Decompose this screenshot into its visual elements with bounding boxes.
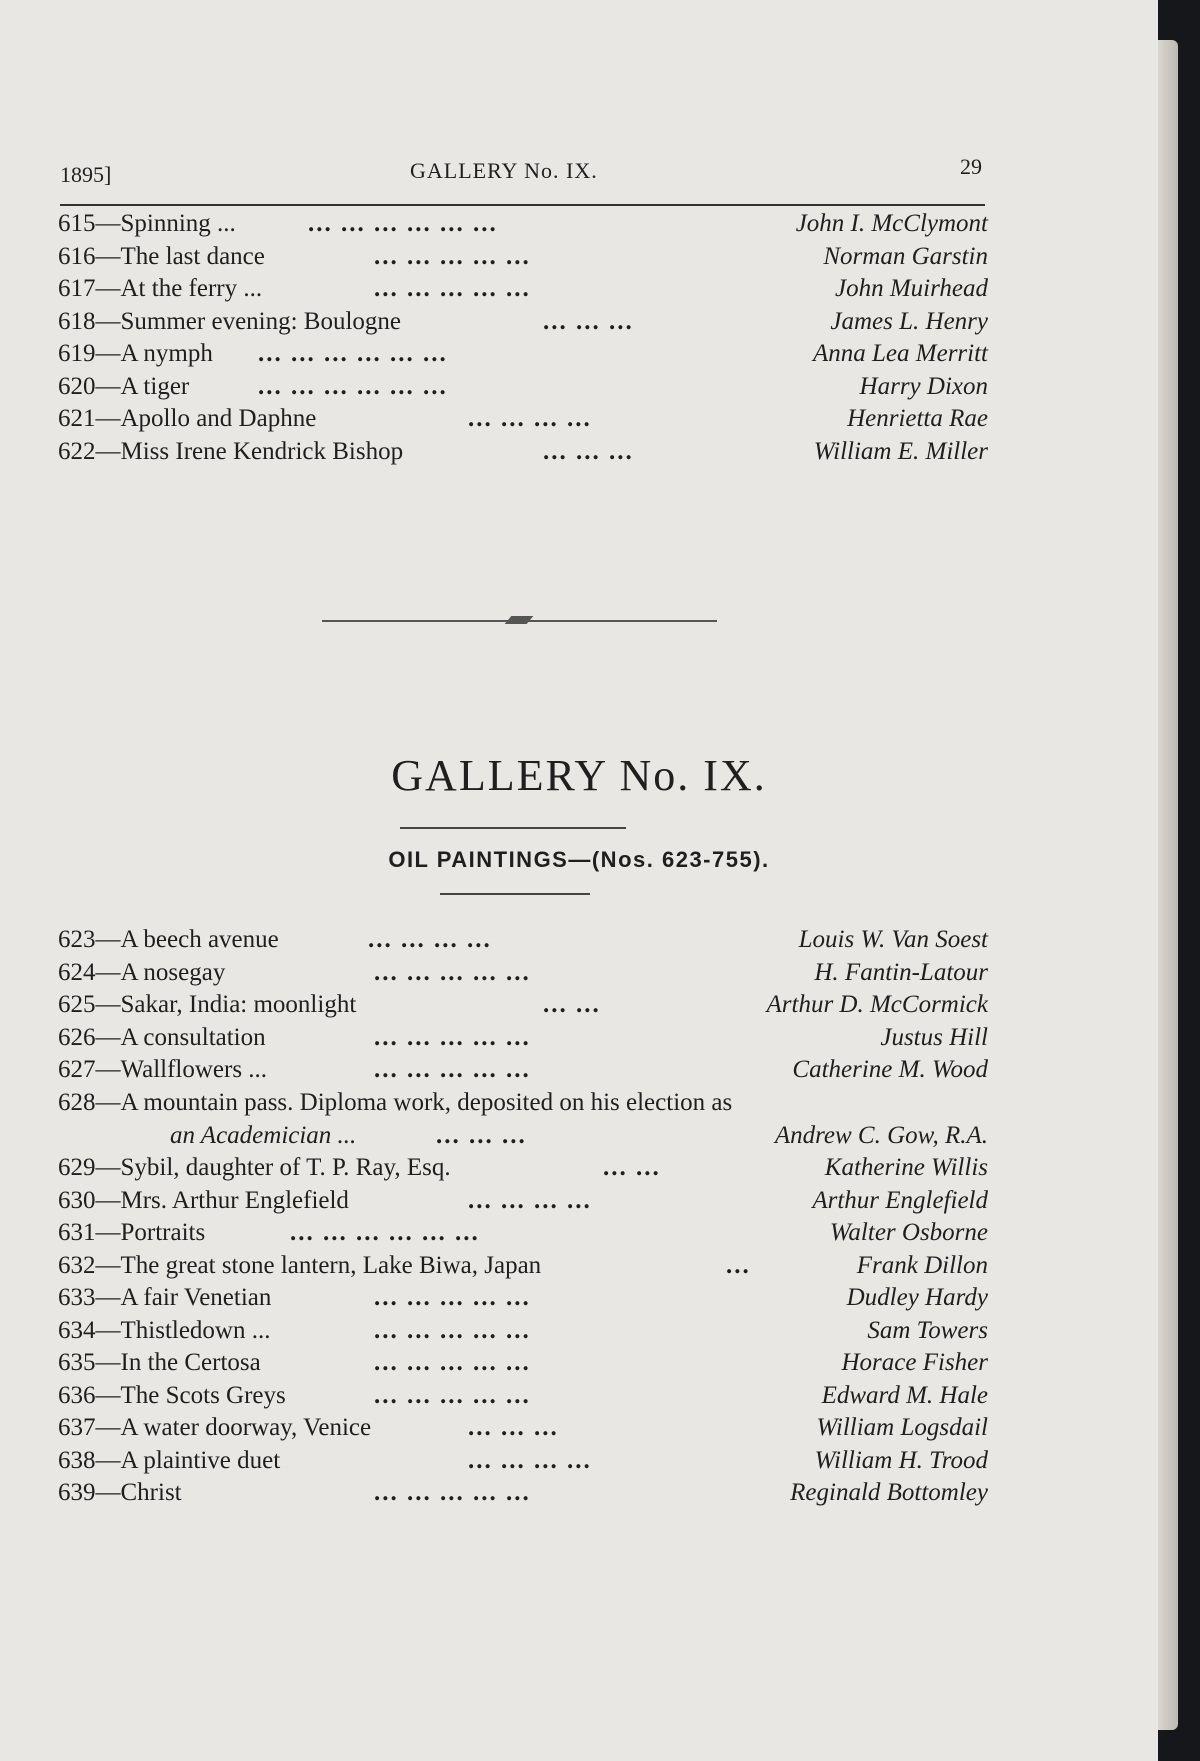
entry-leaders: ... ... ... ... ... [374,1316,531,1344]
entry-artist: Reginald Bottomley [790,1479,988,1506]
catalogue-entry [58,273,988,306]
entry-leaders: ... ... ... [468,1414,559,1441]
gallery-heading: GALLERY No. IX. [391,751,767,800]
entry-artist: Arthur D. McCormick [766,991,988,1018]
entry-leaders: ... ... ... ... ... [374,1056,531,1083]
entry-title: 620—A tiger [58,372,190,400]
catalogue-entry [58,1477,988,1510]
catalogue-entry [58,1217,988,1250]
page-edge [1158,40,1178,1730]
entry-title: 624—A nosegay [58,958,226,986]
catalogue-entry [58,1282,988,1315]
entry-leaders: ... ... ... [436,1122,527,1149]
entry-leaders: ... ... ... ... ... [374,1284,531,1311]
catalogue-entry [58,1347,988,1380]
entry-artist: Norman Garstin [823,242,988,270]
catalogue-entry [58,989,988,1022]
catalogue-entry [58,1022,988,1055]
entry-leaders: ... ... ... ... ... ... [258,340,448,367]
entry-title: 619—A nymph [58,340,213,367]
page-number: 29 [960,154,982,179]
entry-title: 628—A mountain pass. Diploma work, deposited on his election as [58,1088,733,1116]
entry-title: 637—A water doorway, Venice [58,1414,372,1441]
entry-title: 623—A beech avenue [58,926,279,953]
entry-leaders: ... ... ... [543,437,634,465]
running-header [60,150,982,190]
entry-title: 632—The great stone lantern, Lake Biwa, Japan [58,1251,542,1279]
catalogue-entry [58,1445,988,1478]
header-year: 1895] [60,162,112,187]
catalogue-entry [58,306,988,339]
catalogue-entry [58,403,988,436]
entry-title: 631—Portraits [58,1219,206,1246]
entry-leaders: ... ... ... [543,307,634,335]
entry-title: 635—In the Certosa [58,1349,261,1376]
entry-artist: H. Fantin-Latour [814,958,988,986]
entry-artist: Horace Fisher [841,1349,988,1376]
entry-title: 626—A consultation [58,1023,266,1051]
entry-leaders: ... [726,1251,751,1279]
entry-title: 634—Thistledown ... [58,1316,271,1344]
catalogue-entry [58,241,988,274]
entry-title: an Academician ... [170,1122,357,1149]
entries-list-first [58,208,988,468]
catalogue-entry [58,371,988,404]
entry-artist: Justus Hill [880,1023,988,1051]
entry-artist: William Logsdail [816,1414,988,1441]
catalogue-entry [58,1087,988,1120]
entry-artist: Dudley Hardy [846,1284,988,1311]
entry-artist: Frank Dillon [856,1251,988,1279]
section-subtitle: OIL PAINTINGS—(Nos. 623-755). [388,847,770,872]
heading-rule [400,827,626,829]
catalogue-entry [58,957,988,990]
entry-leaders: ... ... ... ... [468,405,592,432]
entry-artist: Sam Towers [867,1316,988,1344]
entry-title: 618—Summer evening: Boulogne [58,307,402,335]
catalogue-entry-continuation [58,1119,988,1152]
entry-leaders: ... ... [603,1154,661,1181]
entry-artist: Anna Lea Merritt [813,340,988,367]
entry-title: 630—Mrs. Arthur Englefield [58,1186,349,1214]
entry-artist: William E. Miller [813,437,988,465]
catalogue-entry [58,208,988,241]
divider-diamond [505,616,534,624]
catalogue-entry [58,1315,988,1348]
entry-leaders: ... ... ... ... ... [374,958,531,986]
entry-title: 615—Spinning ... [58,210,236,237]
section-divider-ornament [322,620,717,622]
entry-title: 629—Sybil, daughter of T. P. Ray, Esq. [58,1154,451,1181]
catalogue-entry [58,1185,988,1218]
catalogue-entry [58,338,988,371]
entry-title: 616—The last dance [58,242,265,270]
catalogue-entry [58,1250,988,1283]
entry-artist: Walter Osborne [829,1219,988,1246]
entry-artist: John Muirhead [835,275,988,302]
entries-list-second [58,924,988,1510]
catalogue-entry [58,1054,988,1087]
entry-title: 633—A fair Venetian [58,1284,272,1311]
catalogue-entry [58,924,988,957]
catalogue-entry [58,436,988,469]
entry-artist: Andrew C. Gow, R.A. [774,1122,988,1149]
entry-leaders: ... ... ... ... [468,1446,592,1474]
entry-leaders: ... ... ... ... ... [374,1381,531,1409]
entry-leaders: ... ... ... ... ... ... [258,372,448,400]
entry-leaders: ... ... ... ... ... [374,1479,531,1506]
entry-leaders: ... ... ... ... [468,1186,592,1214]
header-rule [60,204,985,206]
catalogue-entry [58,1412,988,1445]
entry-leaders: ... ... ... ... ... [374,242,531,270]
catalogue-entry [58,1152,988,1185]
entry-leaders: ... ... ... ... ... [374,275,531,302]
entry-artist: Edward M. Hale [821,1381,988,1409]
entry-title: 617—At the ferry ... [58,275,263,302]
entry-artist: John I. McClymont [795,210,988,237]
entry-leaders: ... ... ... ... ... ... [290,1219,480,1246]
entry-leaders: ... ... ... ... ... ... [308,210,498,237]
entry-artist: Henrietta Rae [847,405,988,432]
entry-leaders: ... ... ... ... ... [374,1023,531,1051]
entry-title: 621—Apollo and Daphne [58,405,317,432]
entry-artist: Arthur Englefield [812,1186,988,1214]
subtitle-rule [440,893,590,895]
header-title: GALLERY No. IX. [410,158,598,183]
entry-artist: James L. Henry [830,307,988,335]
catalogue-entry [58,1380,988,1413]
entry-title: 636—The Scots Greys [58,1381,286,1409]
entry-artist: Harry Dixon [859,372,988,400]
entry-title: 622—Miss Irene Kendrick Bishop [58,437,404,465]
entry-leaders: ... ... ... ... [368,926,492,953]
entry-title: 627—Wallflowers ... [58,1056,268,1083]
entry-title: 625—Sakar, India: moonlight [58,991,357,1018]
entry-leaders: ... ... ... ... ... [374,1349,531,1376]
entry-title: 638—A plaintive duet [58,1446,281,1474]
entry-title: 639—Christ [58,1479,182,1506]
entry-artist: Katherine Willis [824,1154,988,1181]
entry-artist: William H. Trood [814,1446,988,1474]
entry-leaders: ... ... [543,991,601,1018]
entry-artist: Louis W. Van Soest [798,926,988,953]
entry-artist: Catherine M. Wood [792,1056,988,1083]
